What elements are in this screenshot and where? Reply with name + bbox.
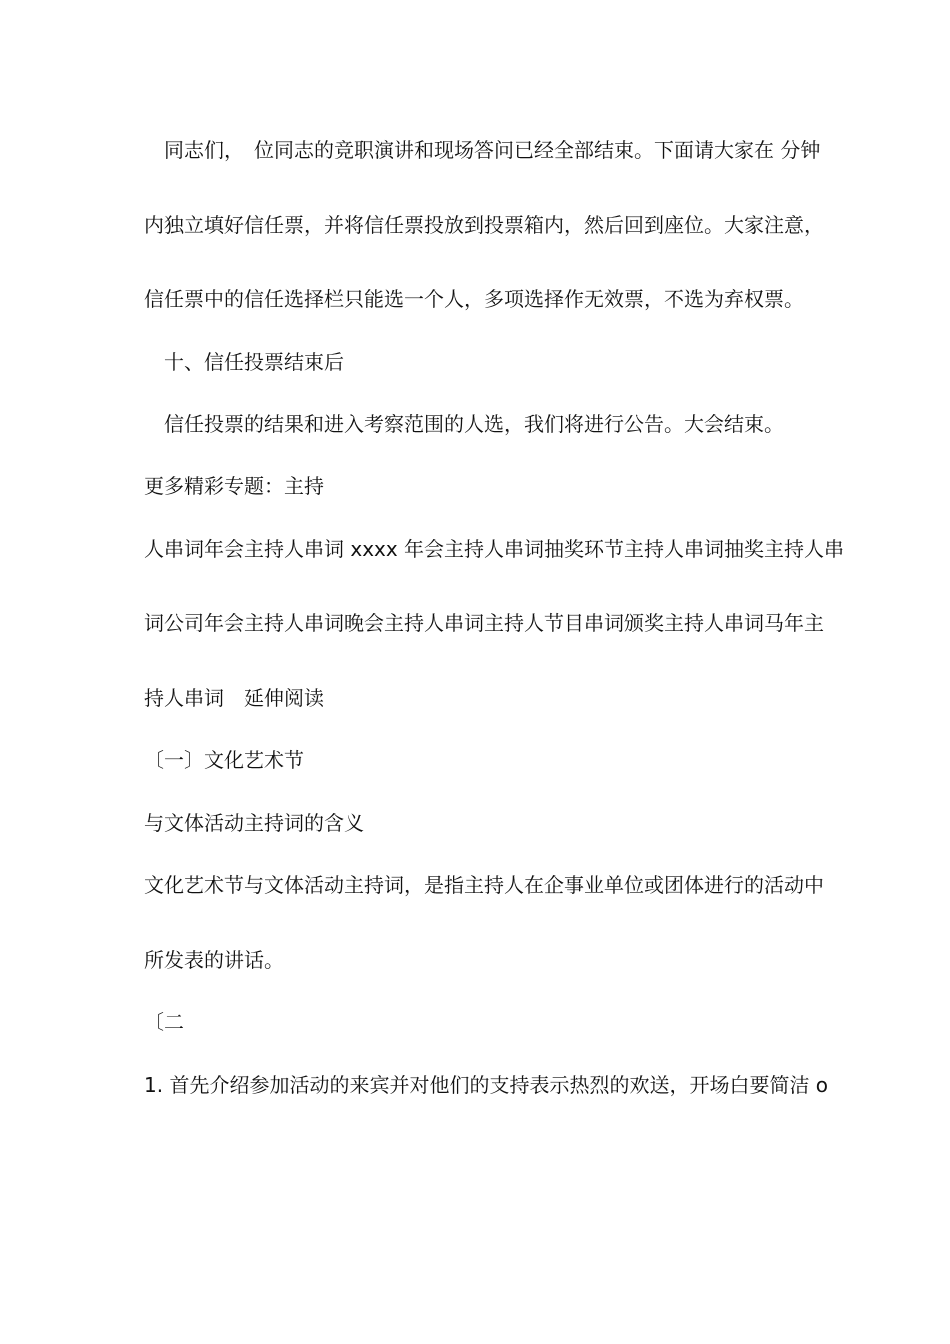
definition-line-2: 所发表的讲话。 — [144, 948, 284, 972]
paragraph-line-2: 内独立填好信任票，并将信任票投放到投票箱内，然后回到座位。大家注意， — [144, 213, 824, 237]
list-item-1: 1. 首先介绍参加活动的来宾并对他们的支持表示热烈的欢送，开场白要简洁 o — [144, 1073, 829, 1097]
topic-links-line-1: 人串词年会主持人串词 xxxx 年会主持人串词抽奖环节主持人串词抽奖主持人串 — [144, 537, 845, 561]
paragraph-line-3: 信任票中的信任选择栏只能选一个人，多项选择作无效票，不选为弃权票。 — [144, 287, 804, 311]
section-heading-ten: 十、信任投票结束后 — [144, 350, 344, 374]
paragraph-line-1: 同志们， 位同志的竞职演讲和现场答问已经全部结束。下面请大家在 分钟 — [144, 138, 821, 162]
topic-links-line-3: 持人串词 延伸阅读 — [144, 686, 324, 710]
definition-heading: 与文体活动主持词的含义 — [144, 811, 364, 835]
more-topics-label: 更多精彩专题：主持 — [144, 474, 324, 498]
closing-paragraph: 信任投票的结果和进入考察范围的人选，我们将进行公告。大会结束。 — [144, 412, 784, 436]
subheading-two: 〔二 — [144, 1010, 184, 1034]
definition-line-1: 文化艺术节与文体活动主持词，是指主持人在企事业单位或团体进行的活动中 — [144, 873, 824, 897]
topic-links-line-2: 词公司年会主持人串词晚会主持人串词主持人节目串词颁奖主持人串词马年主 — [144, 611, 824, 635]
subheading-one: 〔一〕文化艺术节 — [144, 748, 304, 772]
